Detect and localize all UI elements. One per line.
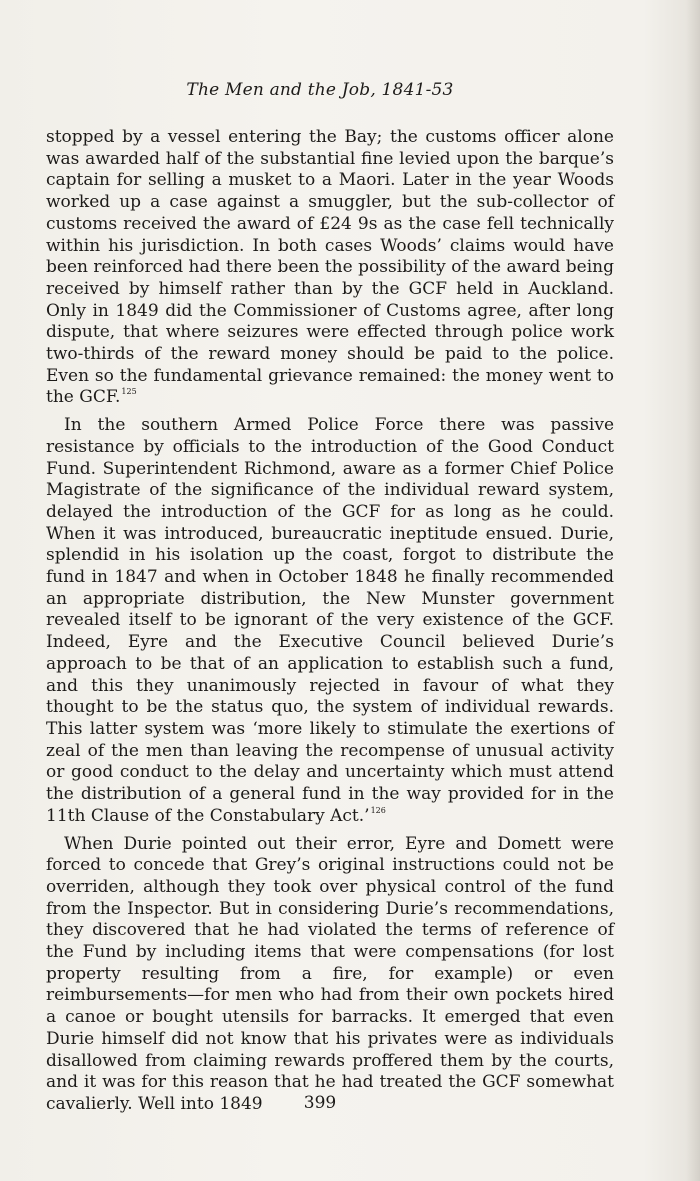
running-head: The Men and the Job, 1841-53: [186, 80, 454, 100]
footnote-ref-126: 126: [370, 805, 386, 815]
paragraph-1: [46, 127, 614, 409]
paragraph-2-text: In the southern Armed Police Force there was passive resistance by officials to the introduction of the Good Conduct Fund. Superintendent Richmond, aware as a former Chief Police Magistrate of the significance of the individual reward system, delayed the introduction of the GCF for as long as he could. When it was introduced, bureaucratic ineptitude ensued. Durie, splendid in his isolation up the coast, forgot to distribute the fund in 1847 and when in October 1848 he finally recommended an appropriate distribution, the New Munster government revealed itself to be ignorant of the very existence of the GCF. Indeed, Eyre and the Executive Council believed Durie’s approach to be that of an application to establish such a fund, and this they unanimously rejected in favour of what they thought to be the status quo, the system of individual rewards. This latter system was ‘more likely to stimulate the exertions of zeal of the men than leaving the recompense of unusual activity or good conduct to the delay and uncertainty which must attend the distribution of a general fund in the way provided for in the 11th Clause of the Constabulary Act.’: [46, 415, 614, 826]
paragraph-2: [46, 415, 614, 827]
body-text: [46, 127, 614, 1116]
paragraph-1-text: stopped by a vessel entering the Bay; the customs officer alone was awarded half of the substantial fine levied upon the barque’s captain for selling a musket to a Maori. Later in the year Woods worked up a case against a smuggler, but the sub-collector of customs received the award of £24 9s as the case fell technically within his jurisdiction. In both cases Woods’ claims would have been reinforced had there been the possibility of the award being received by himself rather than by the GCF held in Auckland. Only in 1849 did the Commissioner of Customs agree, after long dispute, that where seizures were effected through police work two-thirds of the reward money should be paid to the police. Even so the fundamental grievance remained: the money went to the GCF.: [46, 127, 614, 408]
page-edge-shadow: [686, 0, 700, 1181]
page-number: 399: [303, 1093, 337, 1113]
paragraph-3-text: When Durie pointed out their error, Eyre and Domett were forced to concede that Grey’s original instructions could not be overriden, although they took over physical control of the fund from the Inspector. But in considering Durie’s recommendations, they discovered that he had violated the terms of reference of the Fund by including items that were compensations (for lost property resulting from a fire, for example) or even reimbursements—for men who had from their own pockets hired a canoe or bought utensils for barracks. It emerged that even Durie himself did not know that his privates were as individuals disallowed from claiming rewards proffered them by the courts, and it was for this reason that he had treated the GCF somewhat cavalierly. Well into 1849: [46, 833, 614, 1114]
paragraph-3: [46, 834, 614, 1116]
footnote-ref-125: 125: [121, 387, 137, 397]
